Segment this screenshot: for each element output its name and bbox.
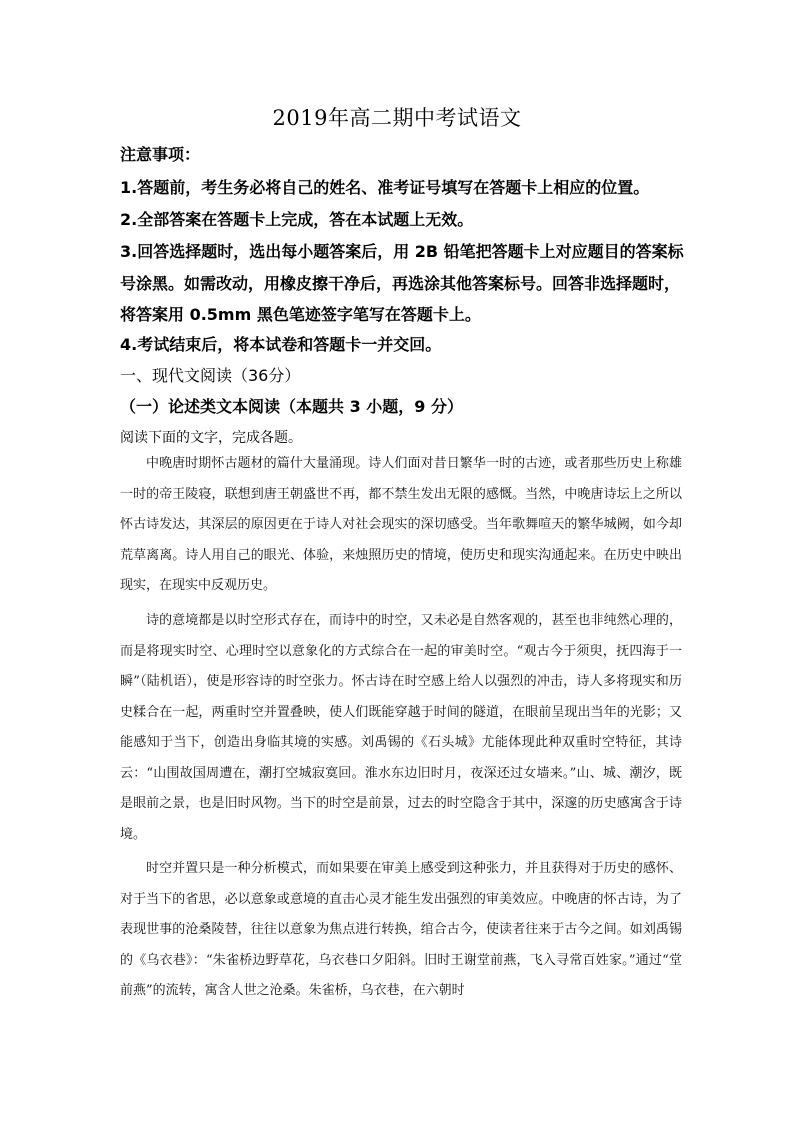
reading-instruction: 阅读下面的文字，完成各题。 — [120, 430, 302, 446]
page-title: 2019年高二期中考试语文 — [272, 106, 522, 130]
section-heading: 一、现代文阅读（36分） — [120, 366, 301, 385]
passage-paragraph-3: 时空并置只是一种分析模式，而如果要在审美上感受到这种张力，并且获得对于历史的感怀、对于当下的省思，必以意象或意境的直击心灵才能生发出强烈的审美效应。中晚唐的怀古诗，为了表现世事的沧桑陵替，往往以意象为焦点进行转换，绾合古今，使读者往来于古今之间。如刘禹锡的《乌衣巷》：“朱雀桥边野草花，乌衣巷口夕阳斜。旧时王谢堂前燕，飞入寻常百姓家。”通过“堂前燕”的流转，寓含人世之沧桑。朱雀桥，乌衣巷，在六朝时 — [120, 861, 682, 998]
passage-paragraph-2: 诗的意境都是以时空形式存在，而诗中的时空，又未必是自然客观的，甚至也非纯然心理的，而是将现实时空、心理时空以意象化的方式综合在一起的审美时空。“观古今于须臾，抚四海于一瞬”（陆机语），使是形容诗的时空张力。怀古诗在时空感上给人以强烈的冲击，诗人多将现实和历史糅合在一起，两重时空并置叠映，使人们既能穿越于时间的隧道，在眼前呈现出当年的光影；又能感知于当下，创造出身临其境的实感。刘禹锡的《石头城》尤能体现此种双重时空特征，其诗云：“山围故国周遭在，潮打空城寂寞回。淮水东边旧时月，夜深还过女墙来。”山、城、潮汐，既是眼前之景，也是旧时风物。当下的时空是前景，过去的时空隐含于其中，深邃的历史感寓含于诗境。 — [120, 613, 682, 842]
notice-item-3-line-3: 将答案用 0.5mm 黑色笔迹签字笔写在答题卡上。 — [120, 305, 481, 324]
notice-item-3-line-1: 3.回答选择题时，选出每小题答案后，用 2B 铅笔把答题卡上对应题目的答案标 — [120, 242, 684, 261]
notice-heading: 注意事项： — [120, 145, 201, 164]
notice-item-4: 4.考试结束后，将本试卷和答题卡一并交回。 — [120, 335, 442, 354]
notice-item-3-line-2: 号涂黑。如需改动，用橡皮擦干净后，再选涂其他答案标号。回答非选择题时， — [120, 274, 681, 293]
subsection-heading: （一）论述类文本阅读（本题共 3 小题，9 分） — [120, 397, 463, 416]
notice-item-2: 2.全部答案在答题卡上完成，答在本试题上无效。 — [120, 210, 474, 229]
notice-item-1: 1.答题前，考生务必将自己的姓名、准考证号填写在答题卡上相应的位置。 — [120, 178, 650, 197]
passage-paragraph-1: 中晚唐时期怀古题材的篇什大量涌现。诗人们面对昔日繁华一时的古迹，或者那些历史上称雄一时的帝王陵寝，联想到唐王朝盛世不再，都不禁生发出无限的感慨。当然，中晚唐诗坛上之所以怀古诗发达，其深层的原因更在于诗人对社会现实的深切感受。当年歌舞喧天的繁华城阙，如今却荒草离离。诗人用自己的眼光、体验，来烛照历史的情境，使历史和现实沟通起来。在历史中映出现实，在现实中反观历史。 — [120, 456, 682, 593]
